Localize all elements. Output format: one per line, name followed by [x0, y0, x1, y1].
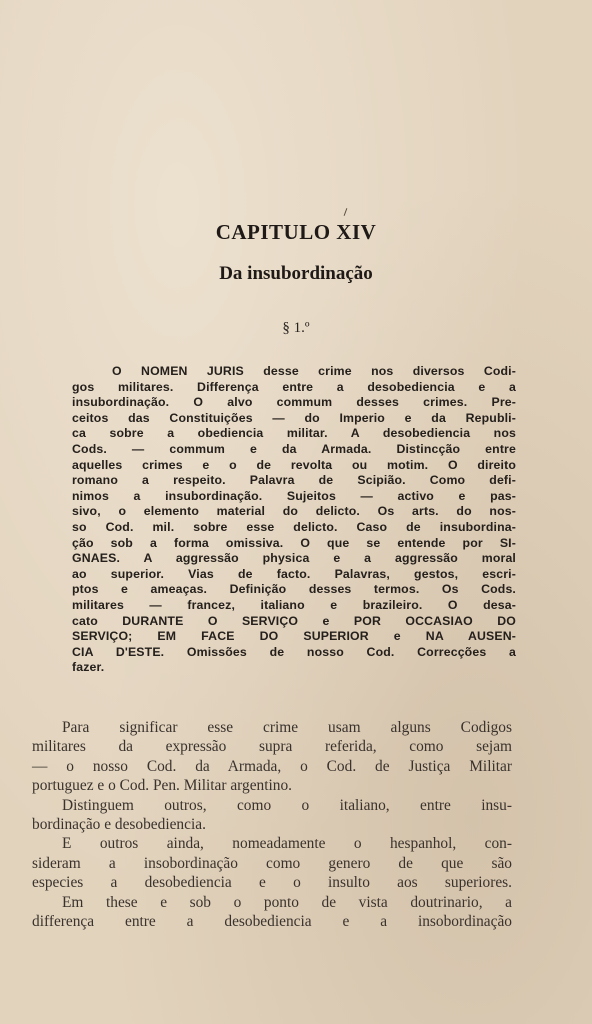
summary-line: cato DURANTE O SERVIÇO e POR OCCASIAO DO [72, 613, 516, 628]
chapter-summary [72, 364, 516, 676]
summary-line: fazer. [72, 660, 105, 675]
body-line: Distinguem outros, como o italiano, entre insu- [62, 796, 512, 814]
body-line: E outros ainda, nomeadamente o hespanhol, con- [62, 835, 512, 853]
summary-line: sivo, o elemento material do delicto. Os arts. do nos- [72, 504, 516, 519]
summary-line: militares — francez, italiano e brazileiro. O desa- [72, 597, 516, 612]
body-line: Em these e sob o ponto de vista doutrinario, a [62, 893, 512, 911]
ink-mark [344, 208, 348, 216]
summary-line: ceitos das Constituições — do Imperio e da Republi- [72, 410, 516, 425]
chapter-title: CAPITULO XIV [215, 220, 377, 244]
summary-line: ca sobre a obediencia militar. A desobediencia nos [72, 426, 516, 441]
body-line: portuguez e o Cod. Pen. Militar argentino. [32, 777, 293, 795]
summary-line: romano a respeito. Palavra de Scipião. Como defi- [72, 473, 516, 488]
body-line: militares da expressão supra referida, como sejam [32, 738, 512, 756]
summary-line: O NOMEN JURIS desse crime nos diversos Codi- [112, 364, 516, 378]
body-paragraphs [32, 718, 512, 931]
body-line: differença entre a desobediencia e a insobordinação [32, 913, 512, 931]
summary-line: so Cod. mil. sobre esse delicto. Caso de insubordina- [72, 519, 516, 534]
summary-line: SERVIÇO; EM FACE DO SUPERIOR e NA AUSEN- [72, 629, 516, 644]
summary-line: GNAES. A aggressão physica e a aggressão moral [72, 551, 516, 566]
summary-line: ção sob a forma omissiva. O que se entende por SI- [72, 535, 516, 550]
body-line: sideram a insobordinação como genero de que são [32, 854, 512, 872]
summary-line: CIA D'ESTE. Omissões de nosso Cod. Correcções a [72, 644, 516, 659]
summary-line: insubordinação. O alvo commum desses crimes. Pre- [72, 395, 516, 410]
section-mark: § 1.º [282, 320, 310, 336]
summary-line: gos militares. Differença entre a desobediencia e a [72, 379, 516, 394]
body-line: — o nosso Cod. da Armada, o Cod. de Justiça Militar [32, 757, 512, 775]
summary-line: ptos e ameaças. Definição desses termos. Os Cods. [72, 582, 516, 597]
body-line: especies a desobediencia e o insulto aos superiores. [32, 874, 512, 892]
body-line: bordinação e desobediencia. [32, 816, 206, 834]
body-line: Para significar esse crime usam alguns Codigos [62, 719, 512, 736]
summary-line: nimos a insubordinação. Sujeitos — activo e pas- [72, 488, 516, 503]
chapter-subtitle: Da insubordinação [219, 263, 373, 284]
summary-line: ao superior. Vias de facto. Palavras, gestos, escri- [72, 566, 516, 581]
summary-line: Cods. — commum e da Armada. Distincção entre [72, 441, 516, 456]
summary-line: aquelles crimes e o de revolta ou motim. O direito [72, 457, 516, 472]
